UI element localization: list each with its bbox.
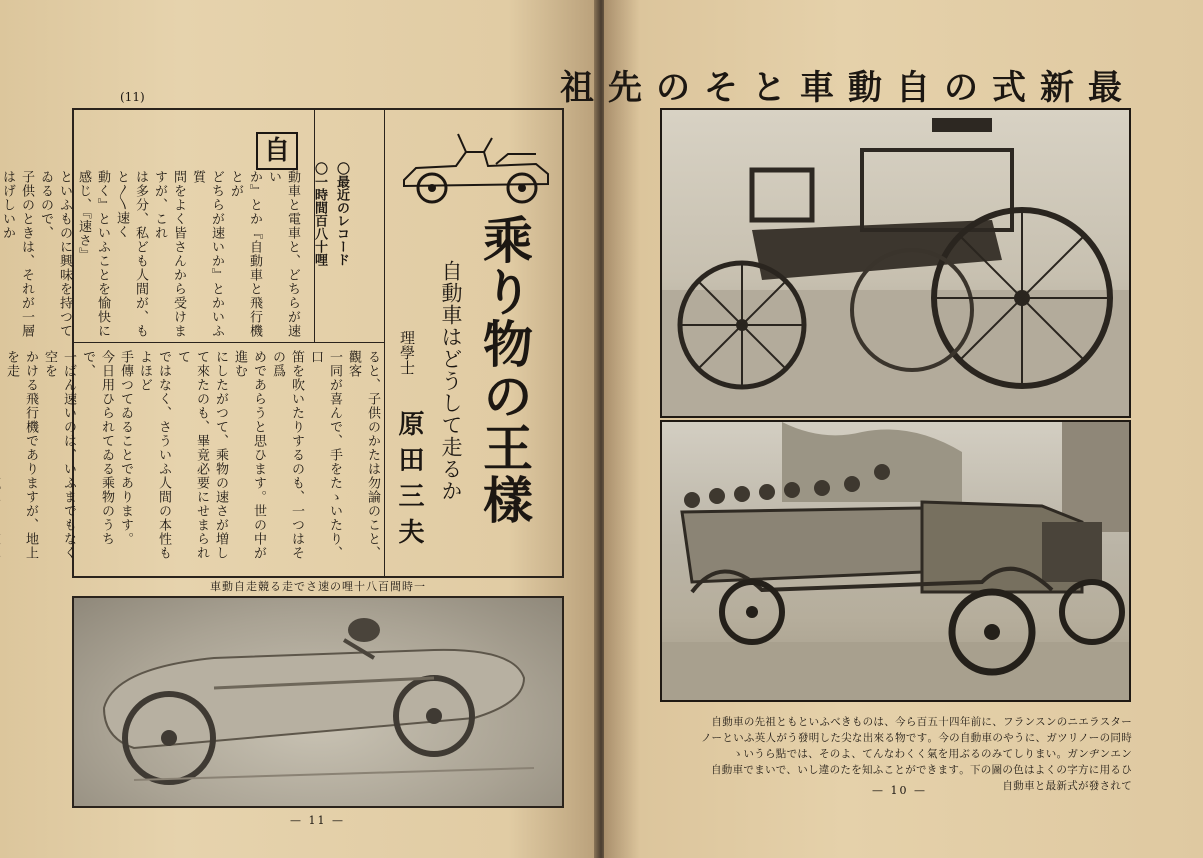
text-column: 今日用ひられてゐる乘物のうちで、 <box>80 350 114 546</box>
caption-line: 時同のーノリツガ、にうやの車動自の今。すで物る來出な尖たし明發うが人英ふいとーノ <box>701 732 1132 744</box>
text-column: か』とか『自動車と飛行機とが <box>228 170 262 338</box>
article-title: 乘り物の王樣 <box>475 214 534 526</box>
record-heading: 〇最近のレコード <box>334 162 349 266</box>
drop-cap-box <box>256 132 298 170</box>
right-page-heading: 最新式の自動車とその先祖 <box>560 68 1136 108</box>
lower-text-block <box>4 350 382 570</box>
modern-touring-car-photo <box>660 420 1131 702</box>
left-page-number: — 11 — <box>290 814 345 827</box>
text-column: 問をよく皆さんから受けますが、これ <box>152 170 186 338</box>
byline-name: 原田三夫 <box>394 410 424 554</box>
right-page-number: — 10 — <box>872 784 927 797</box>
race-car-photo <box>72 596 564 808</box>
text-column: 手傳つてゐることであります。 <box>118 350 133 546</box>
text-column: ではなく、さういふ人間の本性もよほど <box>137 350 171 560</box>
photo-caption: 一時間百八十哩の速さで走る競走自動車 <box>210 580 426 593</box>
upper-text-block <box>0 170 302 340</box>
record-value: 〇一時間百八十哩 <box>312 162 327 266</box>
text-column: は多分、私ども人間が、もと〳〵速く <box>114 170 148 338</box>
text-column: にしたがつて、乘物の速さが増し <box>213 350 228 560</box>
text-column: 子供のときは、それが一層はげしいか <box>0 170 34 338</box>
text-column: 動車と電車と、どちらが速い <box>266 170 300 338</box>
caption-line: ンエンヂンガ。いまりしてみのるぶ用を氣くくわなんて、よのそ、はで點らういゝ <box>732 748 1132 760</box>
early-motor-carriage-photo <box>660 108 1131 418</box>
caption-line: ひる用に方字のくよは色の圖の下。すまきでがとこふ知をたの違しい、でいまで車動自 <box>711 764 1132 776</box>
left-page <box>0 0 598 858</box>
text-column <box>0 350 2 570</box>
drop-cap: 自 <box>263 136 290 166</box>
text-column: ると、子供のかたは勿論のこと、觀客 <box>346 350 380 560</box>
text-column: めであらうと思ひます。世の中が進む <box>232 350 266 560</box>
article-subtitle: 自動車はどうして走るか <box>439 260 463 502</box>
caption-line: てれさ發が式新最と車動自 <box>1002 780 1132 792</box>
text-column: 一同が喜んで、手をたゝいたり、口 <box>308 350 342 560</box>
text-column: 動く』といふことを愉快に感じ、『速さ』 <box>76 170 110 338</box>
caption-line: ータスラエニのンスンラフ、に前年四十五百ら今、はのもきべふいともと祖先の車動自 <box>711 716 1132 728</box>
byline-degree: 理學士 <box>398 330 416 375</box>
page-mark-top: (11) <box>120 90 145 104</box>
text-column: かける飛行機でありますが、地上を走 <box>4 350 38 560</box>
text-column: 笛を吹いたりするのも、一つはその爲 <box>270 350 304 560</box>
text-column: といふものに興味を持つてゐるので、 <box>38 170 72 338</box>
text-column: どちらが速いか』とかいふ質 <box>190 170 224 338</box>
text-column: 一ばん速いのは、いふまでもなく空を <box>42 350 76 560</box>
article-text-box <box>0 108 564 578</box>
car-sketch-icon <box>396 128 556 208</box>
text-column: て來たのも、畢竟必要にせまられて <box>175 350 209 560</box>
